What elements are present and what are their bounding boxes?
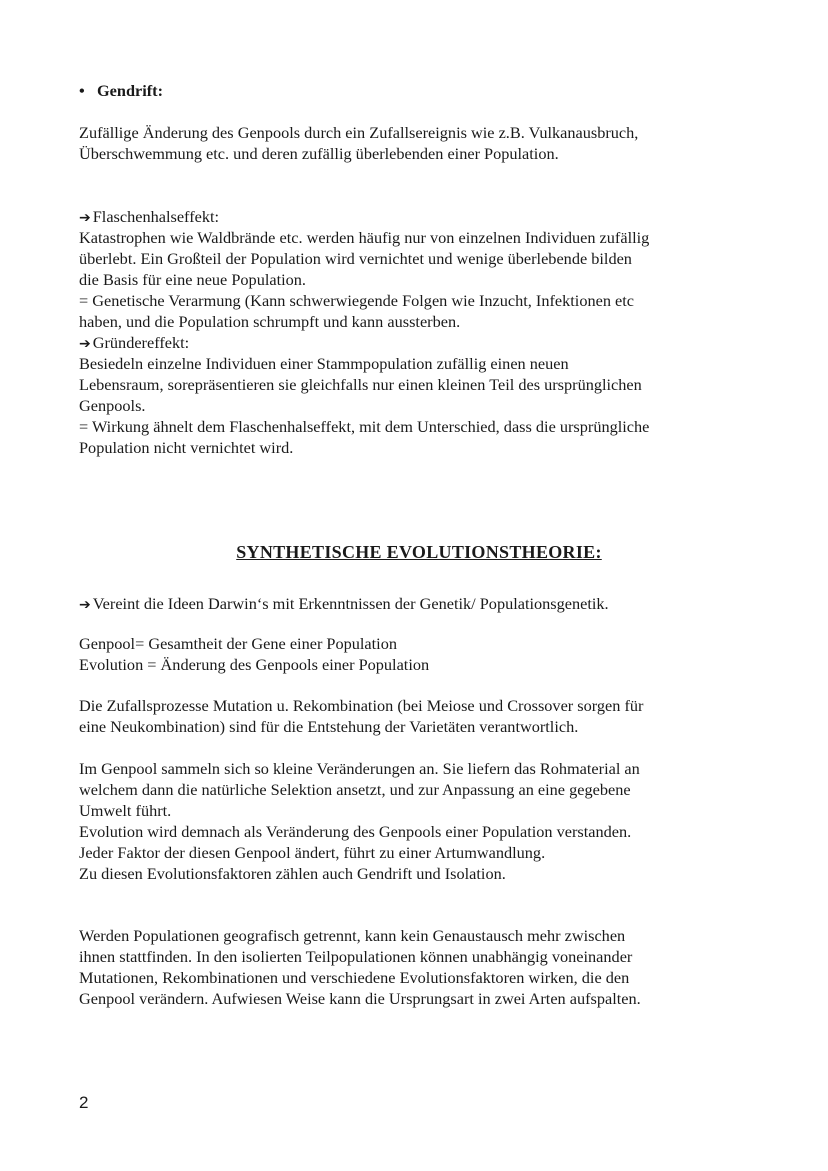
gruender-title: Gründereffekt:: [92, 333, 190, 352]
paragraph-line: eine Neukombination) sind für die Entstehung der Varietäten verantwortlich.: [79, 717, 579, 736]
gruender-heading: [79, 332, 189, 355]
flaschenhals-title: Flaschenhalseffekt:: [92, 207, 220, 226]
paragraph-line: Evolution wird demnach als Veränderung des Genpools einer Population verstanden.: [79, 822, 632, 841]
paragraph-line: ihnen stattfinden. In den isolierten Teilpopulationen können unabhängig voneinander: [79, 947, 633, 966]
paragraph-line: = Wirkung ähnelt dem Flaschenhalseffekt, mit dem Unterschied, dass die ursprüngliche: [79, 417, 650, 436]
definition-evolution: Evolution = Änderung des Genpools einer Population: [79, 655, 430, 674]
paragraph-line: Jeder Faktor der diesen Genpool ändert, führt zu einer Artumwandlung.: [79, 843, 546, 862]
paragraph-line: Genpool verändern. Aufwiesen Weise kann die Ursprungsart in zwei Arten aufspalten.: [79, 989, 641, 1008]
paragraph-line: = Genetische Verarmung (Kann schwerwiegende Folgen wie Inzucht, Infektionen etc: [79, 291, 635, 310]
paragraph-line: Lebensraum, sorepräsentieren sie gleichfalls nur einen kleinen Teil des ursprünglichen: [79, 375, 642, 394]
section-heading: SYNTHETISCHE EVOLUTIONSTHEORIE:: [236, 542, 602, 562]
definition-genpool: Genpool= Gesamtheit der Gene einer Population: [79, 634, 397, 653]
paragraph-line: Katastrophen wie Waldbrände etc. werden häufig nur von einzelnen Individuen zufällig: [79, 228, 650, 247]
arrow-right-icon: ➔: [79, 336, 91, 352]
arrow-right-icon: ➔: [79, 597, 91, 613]
synth-intro: [79, 593, 609, 616]
paragraph-line: Mutationen, Rekombinationen und verschiedene Evolutionsfaktoren wirken, die den: [79, 968, 630, 987]
paragraph-line: die Basis für eine neue Population.: [79, 270, 306, 289]
paragraph-line: Die Zufallsprozesse Mutation u. Rekombination (bei Meiose und Crossover sorgen für: [79, 696, 644, 715]
gendrift-heading: [79, 80, 163, 101]
page-number: 2: [79, 1093, 89, 1112]
paragraph-line: Zufällige Änderung des Genpools durch ein Zufallsereignis wie z.B. Vulkanausbruch,: [79, 123, 639, 142]
paragraph-line: welchem dann die natürliche Selektion ansetzt, und zur Anpassung an eine gegebene: [79, 780, 631, 799]
paragraph-line: haben, und die Population schrumpft und kann aussterben.: [79, 312, 461, 331]
synth-intro-text: Vereint die Ideen Darwin‘s mit Erkenntnissen der Genetik/ Populationsgenetik.: [92, 594, 609, 613]
paragraph-line: Zu diesen Evolutionsfaktoren zählen auch Gendrift und Isolation.: [79, 864, 506, 883]
gendrift-title: Gendrift:: [97, 81, 164, 100]
paragraph-line: Überschwemmung etc. und deren zufällig überlebenden einer Population.: [79, 144, 559, 163]
bullet-icon: •: [79, 81, 85, 100]
paragraph-line: Population nicht vernichtet wird.: [79, 438, 294, 457]
arrow-right-icon: ➔: [79, 210, 91, 226]
flaschenhals-heading: [79, 206, 219, 229]
paragraph-line: Genpools.: [79, 396, 146, 415]
paragraph-line: Im Genpool sammeln sich so kleine Veränderungen an. Sie liefern das Rohmaterial an: [79, 759, 640, 778]
paragraph-line: Werden Populationen geografisch getrennt, kann kein Genaustausch mehr zwischen: [79, 926, 626, 945]
paragraph-line: Umwelt führt.: [79, 801, 172, 820]
paragraph-line: überlebt. Ein Großteil der Population wird vernichtet und wenige überlebende bilden: [79, 249, 632, 268]
paragraph-line: Besiedeln einzelne Individuen einer Stammpopulation zufällig einen neuen: [79, 354, 569, 373]
